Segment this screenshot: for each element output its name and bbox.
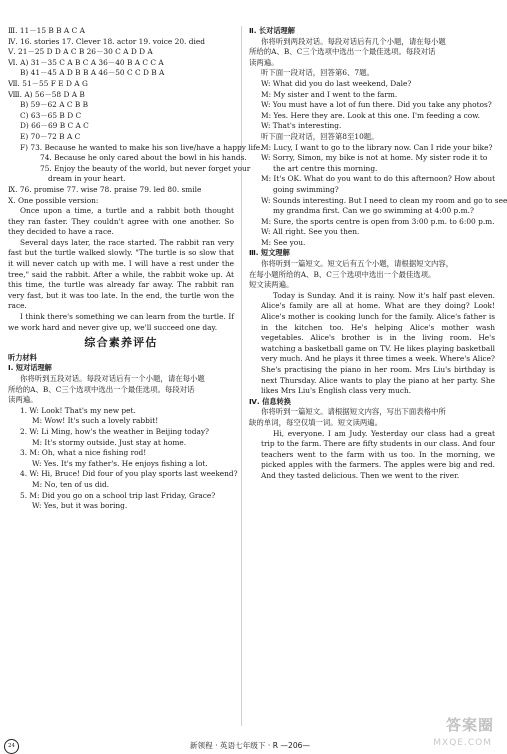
instruction-line: 短文读两遍。 [249,280,294,290]
answer-line: B) 41－45 A D B B A 46－50 C C D B A [20,68,165,78]
part4-heading: Ⅳ. 信息转换 [249,396,291,406]
instruction-line: 读两遍。 [8,395,38,405]
answer-line: D) 66－69 B C A C [20,121,89,131]
dialogue-line: M: See you. [261,237,306,247]
dialogue-line: W: All right. See you then. [261,227,360,237]
dialogue-line: 1. W: Look! That's my new pet. [20,405,136,415]
instruction-line: 你将听到一篇短文。短文后有五个小题，请根据短文内容， [261,259,454,269]
section-title: 综合素养评估 [84,336,158,350]
instruction-line: 你将听到两段对话。每段对话后有几个小题，请在每小题 [261,36,446,46]
dialogue-line: W: Sorry, Simon, my bike is not at home. My sister rode it to [261,153,488,163]
watermark-logo [424,718,494,750]
dialogue-line: W: What did you do last weekend, Dale? [261,78,412,88]
answer-line: Ⅴ. 21－25 D D A C B 26－30 C A D D A [8,47,153,57]
watermark-subtext: MXQE.COM [433,738,492,748]
dialogue-line: M: My sister and I went to the farm. [261,89,398,99]
watermark-text: 答案圈 [445,716,494,734]
instruction-line: 所给的A、B、C三个选项中选出一个最佳选项。每段对话 [249,47,436,57]
instruction-line: 在每小题所给的A、B、C三个选项中选出一个最佳选项。 [249,269,436,279]
dialogue-note: 听下面一段对话，回答第8至10题。 [261,131,379,141]
page-footer: 新领程 · 英语七年级下 · R —206— [189,741,311,750]
instruction-line: 读两遍。 [249,57,279,67]
short-dialogues [8,405,238,512]
instruction-line: 你将听到五段对话。每段对话后有一个小题，请在每小题 [20,374,205,383]
answer-line: E) 70－72 B A C [20,131,81,141]
dialogue-line: M: It's OK. What do you want to do this afternoon? How about [261,174,496,184]
dialogue-line: W: You must have a lot of fun there. Did you take any photos? [261,100,492,110]
answer-line: 74. Because he only cared about the bowl in his hands. [40,153,247,163]
dialogue-line: W: Yes. It's my father's. He enjoys fishing a lot. [32,458,208,468]
answer-line: Ⅷ. A) 56－58 D A B [8,89,85,99]
listening-heading: 听力材料 [8,352,37,362]
answer-line: Ⅶ. 51－55 F E D A G [8,78,88,88]
sample-essay [8,206,234,333]
instruction-line: 缺的单词，每空仅填一词。短文读两遍。 [249,417,383,427]
passage-text: Today is Sunday. And it is rainy. Now it's half past eleven. Alice's family are all at home. What are they doing? Look! Alice's mother is cooking lunch for the family. Alice's father is in the kitchen too. He's helping Alice's mother wash vegetables. Alice's brother is in the living room. He's watching a basketball game on TV. He likes playing basketball very much. And he plays it three times a week. Where's Alice? She's practising the piano in her room. Mrs Liu's birthday is next Thursday. Alice wants to play the piano at her party. She likes Mrs Liu's English class very much. [261,290,496,396]
essay-paragraph: Once upon a time, a turtle and a rabbit both thought they ran faster. They couldn't agree with one another. So they decided to have a race. [8,206,234,237]
dialogue-line: 2. W: Li Ming, how's the weather in Beijing today? [20,426,210,436]
essay-paragraph: I think there's something we can learn from the turtle. If we work hard and never give up, we'll succeed one day. [8,312,234,332]
answer-line: Ⅵ. A) 31－35 C A B C A 36－40 B A C C A [8,57,164,67]
dialogue-line: M: Lucy, I want to go to the library now. Can I ride your bike? [261,142,493,152]
answer-line: Ⅳ. 16. stories 17. Clever 18. actor 19. voice 20. died [8,36,205,46]
answer-line: F) 73. Because he wanted to make his son live/have a happy life. [20,142,263,152]
dialogue-line: 5. M: Did you go on a school trip last Friday, Grace? [20,490,216,500]
answer-line: C) 63－65 B D C [20,110,82,120]
answers-block [8,26,263,206]
answer-line: B) 59－62 A C B B [20,100,89,110]
instruction-line: 所给的A、B、C三个选项中选出一个最佳选项。每段对话 [8,384,195,394]
answer-line: Ⅲ. 11－15 B B A C A [8,26,85,35]
dialogue-line: W: Yes, but it was boring. [32,501,128,511]
dialogue-note: 听下面一段对话，回答第6、7题。 [261,68,374,78]
dialogue-line: M: Yes. Here they are. Look at this one. I'm feeding a cow. [261,110,480,120]
dialogue-line: W: That's interesting. [261,121,342,131]
dialogue-line: going swimming? [273,184,339,194]
dialogue-line: M: Wow! It's such a lovely rabbit! [32,416,159,426]
dialogue-line: the art centre this morning. [273,163,378,173]
left-column [8,26,263,512]
dialogue-line: M: Sure, the sports centre is open from 3:00 p.m. to 6:00 p.m. [261,216,495,226]
instruction-line: 你将听到一篇短文。请根据短文内容，写出下面表格中所 [261,407,446,417]
dialogue-line: my grandma first. Can we go swimming at 4:00 p.m.? [273,206,474,216]
dialogue-line: 3. M: Oh, what a nice fishing rod! [20,448,147,458]
essay-paragraph: Several days later, the race started. The rabbit ran very fast but the turtle walked slowly. "The turtle is so slow that it will never catch up with me. I will have a rest under the tree," said the rabbit. After a while, the rabbit woke up. At this time, the turtle was already far away. The rabbit ran very fast, but it was too late. In the end, the turtle won the race. [8,237,234,311]
answer-line: dream in your heart. [48,174,126,184]
dialogue-line: W: Sounds interesting. But I need to clean my room and go to see [261,195,507,205]
page-badge: 24 [4,739,19,754]
dialogue-line: M: It's stormy outside. Just stay at home. [32,437,187,447]
right-column [249,26,507,482]
dialogue-line: M: No, ten of us did. [32,479,110,489]
part3-heading: Ⅲ. 短文理解 [249,248,290,258]
part2-heading: Ⅱ. 长对话理解 [249,26,295,35]
dialogue-line: 4. W: Hi, Bruce! Did four of you play sports last weekend? [20,469,238,479]
part1-heading: Ⅰ. 短对话理解 [8,363,52,373]
answer-line: Ⅹ. One possible version: [8,195,99,205]
passage-text: Hi, everyone. I am Judy. Yesterday our class had a great trip to the farm. There are fifty students in our class. And four teachers went to the farm with us too. In the morning, we picked apples with the farmers. The apples were big and red. And they tasted delicious. Then we went to the river. [261,428,495,480]
answer-line: Ⅸ. 76. promise 77. wise 78. praise 79. led 80. smile [8,184,202,194]
column-divider [241,26,242,726]
answer-line: 75. Enjoy the beauty of the world, but never forget your [40,163,251,173]
